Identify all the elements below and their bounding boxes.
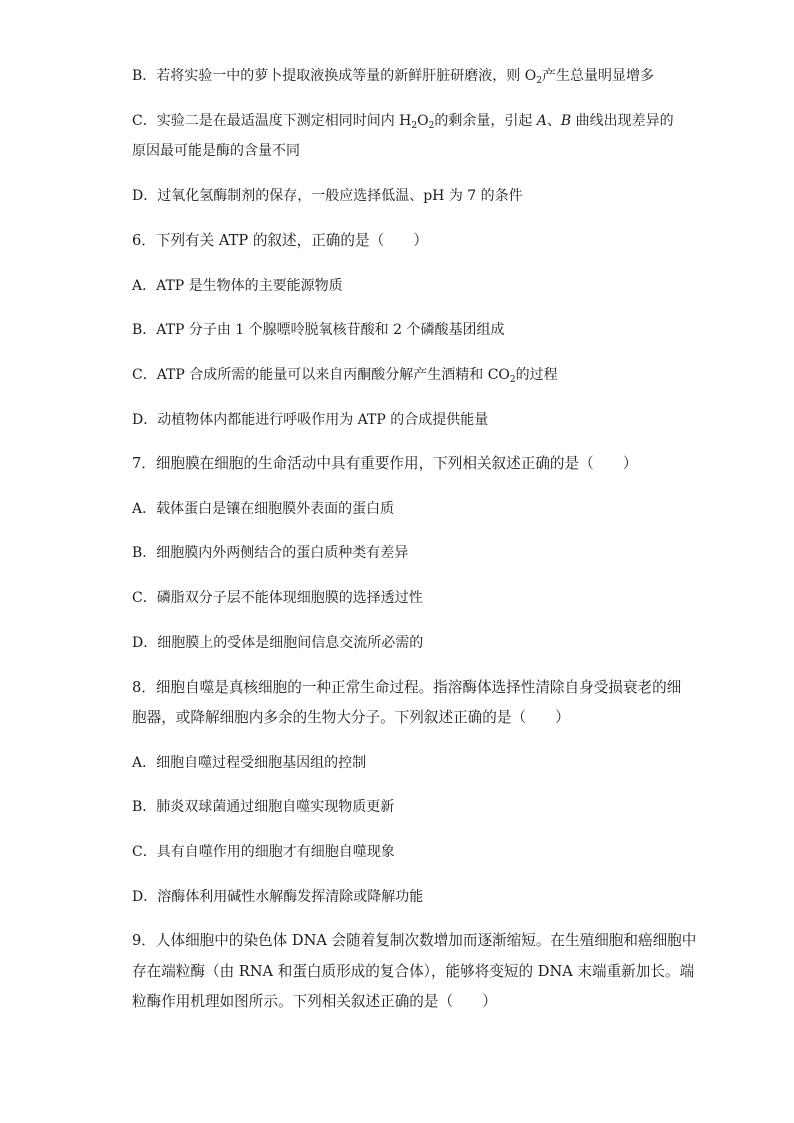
q8-stem-line1: 8．细胞自噬是真核细胞的一种正常生命过程。指溶酶体选择性清除自身受损衰老的细 — [132, 679, 682, 696]
q6-option-a: A．ATP 是生物体的主要能源物质 — [132, 278, 343, 294]
q7-option-c: C．磷脂双分子层不能体现细胞膜的选择透过性 — [132, 590, 423, 606]
q9-stem-line3: 粒酶作用机理如图所示。下列相关叙述正确的是（ ） — [132, 993, 497, 1010]
q8-stem-line2: 胞器，或降解细胞内多余的生物大分子。下列叙述正确的是（ ） — [132, 709, 570, 726]
q6-option-c: C．ATP 合成所需的能量可以来自丙酮酸分解产生酒精和 $CO_2$的过程 — [132, 367, 558, 385]
q6-option-d: D．动植物体内都能进行呼吸作用为 ATP 的合成提供能量 — [132, 412, 489, 428]
q7-option-d: D．细胞膜上的受体是细胞间信息交流所必需的 — [132, 635, 424, 651]
q7-option-a: A．载体蛋白是镶在细胞膜外表面的蛋白质 — [132, 501, 395, 517]
q6-stem: 6．下列有关 ATP 的叙述，正确的是（ ） — [132, 232, 428, 249]
q5-option-c-line1: C．实验二是在最适温度下测定相同时间内 $H_2O_2$的剩余量，引起 A、B 曲线出现差异的 — [132, 113, 674, 131]
q9-stem-line1: 9．人体细胞中的染色体 DNA 会随着复制次数增加而逐渐缩短。在生殖细胞和癌细胞中 — [132, 932, 697, 949]
q5-option-d: D．过氧化氢酶制剂的保存，一般应选择低温、pH 为 7 的条件 — [132, 188, 523, 204]
q9-stem-line2: 存在端粒酶（由 RNA 和蛋白质形成的复合体），能够将变短的 DNA 末端重新加长。端 — [132, 963, 695, 980]
q8-option-d: D．溶酶体利用碱性水解酶发挥清除或降解功能 — [132, 889, 424, 905]
q8-option-b: B．肺炎双球菌通过细胞自噬实现物质更新 — [132, 799, 395, 815]
q7-stem: 7．细胞膜在细胞的生命活动中具有重要作用，下列相关叙述正确的是（ ） — [132, 455, 638, 472]
q8-option-a: A．细胞自噬过程受细胞基因组的控制 — [132, 755, 367, 771]
q7-option-b: B．细胞膜内外两侧结合的蛋白质种类有差异 — [132, 545, 409, 561]
q6-option-b: B．ATP 分子由 1 个腺嘌呤脱氧核苷酸和 2 个磷酸基团组成 — [132, 322, 505, 338]
q5-option-c-line2: 原因最可能是酶的含量不同 — [132, 143, 300, 159]
q5-option-b: B．若将实验一中的萝卜提取液换成等量的新鲜肝脏研磨液，则 $O_2$产生总量明显增多 — [132, 68, 654, 86]
q8-option-c: C．具有自噬作用的细胞才有细胞自噬现象 — [132, 844, 395, 860]
